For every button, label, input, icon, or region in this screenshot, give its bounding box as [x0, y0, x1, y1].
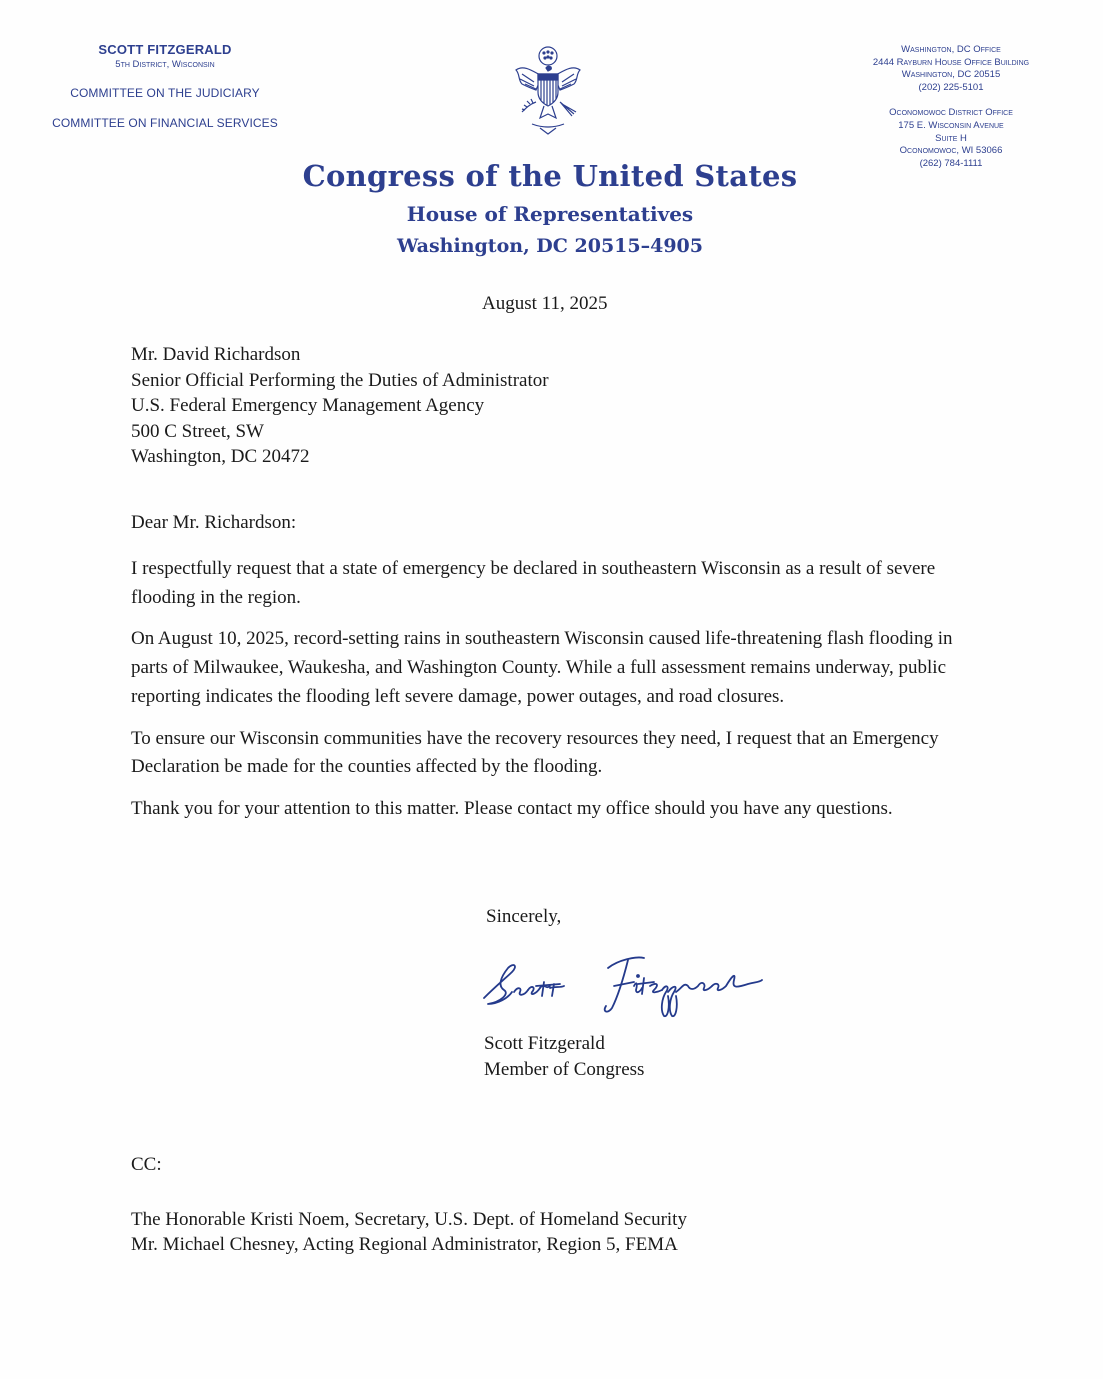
- body-paragraph: To ensure our Wisconsin communities have the recovery resources they need, I request that an Emergency Declaration be made for the counties affected by the flooding.: [131, 727, 939, 778]
- signer-block: [484, 1031, 644, 1082]
- office-addresses: [840, 44, 1062, 170]
- cc-label: CC:: [131, 1154, 162, 1175]
- recipient-street: 500 C Street, SW: [131, 420, 264, 442]
- district-office-label: Oconomowoc District Office: [889, 107, 1013, 119]
- cc-list: [131, 1207, 687, 1257]
- dc-office-address: 2444 Rayburn House Office Building: [872, 56, 1030, 68]
- member-district: 5th District, Wisconsin: [115, 59, 215, 70]
- committee-judiciary: COMMITTEE ON THE JUDICIARY: [70, 86, 260, 100]
- dc-office-city: Washington, DC 20515: [901, 69, 1001, 81]
- body-paragraph: Thank you for your attention to this matter. Please contact my office should you have any questions.: [131, 797, 893, 819]
- district-office: [840, 107, 1062, 170]
- house-title: House of Representatives: [406, 202, 694, 226]
- cc-entry: Mr. Michael Chesney, Acting Regional Administrator, Region 5, FEMA: [131, 1234, 678, 1255]
- recipient-name: Mr. David Richardson: [131, 344, 301, 365]
- dc-office: [840, 44, 1062, 94]
- signer-name: Scott Fitzgerald: [484, 1033, 605, 1054]
- body-paragraph: On August 10, 2025, record-setting rains in southeastern Wisconsin caused life-threatening flash flooding in parts of Milwaukee, Waukesha, and Washington County. While a full assessment remains underway, public reporting indicates the flooding left severe damage, power outages, and road closures.: [131, 628, 953, 707]
- signature-image: [478, 946, 768, 1026]
- recipient-city: Washington, DC 20472: [131, 446, 310, 467]
- recipient-address: [131, 342, 549, 470]
- cc-entry: The Honorable Kristi Noem, Secretary, U.S. Dept. of Homeland Security: [131, 1209, 687, 1230]
- letter-body: [131, 555, 991, 837]
- district-office-phone: (262) 784-1111: [919, 157, 983, 169]
- body-paragraph: I respectfully request that a state of emergency be declared in southeastern Wisconsin as a result of severe flooding in the region.: [131, 558, 936, 608]
- district-office-address: 175 E. Wisconsin Avenue: [898, 119, 1004, 131]
- district-office-city: Oconomowoc, WI 53066: [899, 145, 1003, 157]
- dc-office-label: Washington, DC Office: [901, 44, 1001, 55]
- member-name: SCOTT FITZGERALD: [98, 42, 232, 57]
- house-location: Washington, DC 20515–4905: [396, 235, 703, 257]
- closing: Sincerely,: [486, 906, 562, 927]
- recipient-agency: U.S. Federal Emergency Management Agency: [131, 395, 485, 416]
- signer-title: Member of Congress: [484, 1058, 645, 1080]
- member-info: [40, 42, 290, 130]
- recipient-title: Senior Official Performing the Duties of Administrator: [131, 369, 549, 391]
- committee-financial-services: COMMITTEE ON FINANCIAL SERVICES: [52, 116, 278, 130]
- district-office-suite: Suite H: [935, 132, 967, 144]
- congress-title: Congress of the United States: [302, 159, 798, 193]
- congress-title-block: [300, 156, 800, 261]
- dc-office-phone: (202) 225-5101: [918, 81, 984, 93]
- salutation: Dear Mr. Richardson:: [131, 512, 297, 533]
- letter-date: August 11, 2025: [482, 293, 608, 314]
- great-seal-icon: [500, 42, 596, 138]
